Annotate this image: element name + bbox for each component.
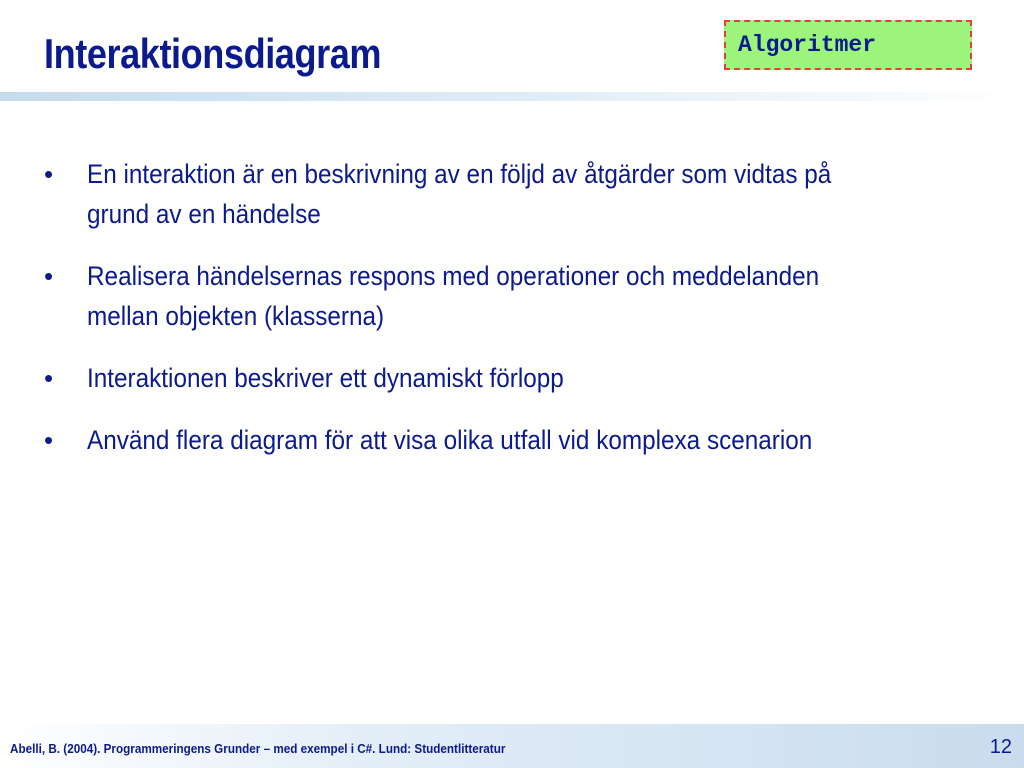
- bullet-text: Realisera händelsernas respons med operationer och meddelanden mellan objekten (klasserna): [87, 261, 820, 331]
- slide-title: Interaktionsdiagram: [44, 30, 382, 77]
- bullet-item: [42, 358, 842, 398]
- title-divider: [0, 92, 1024, 101]
- bullet-icon: •: [44, 363, 54, 393]
- bullet-text: Använd flera diagram för att visa olika utfall vid komplexa scenarion: [87, 425, 813, 455]
- bullet-text: Interaktionen beskriver ett dynamiskt förlopp: [87, 363, 564, 393]
- bullet-item: [42, 154, 842, 234]
- bullet-icon: •: [44, 425, 54, 455]
- topic-tag-label: Algoritmer: [738, 32, 877, 58]
- bullet-text: En interaktion är en beskrivning av en följd av åtgärder som vidtas på grund av en händelse: [87, 159, 832, 229]
- topic-tag: [724, 20, 972, 70]
- footer-citation: Abelli, B. (2004). Programmeringens Grunder – med exempel i C#. Lund: Studentlitteratur: [10, 741, 506, 756]
- bullet-item: [42, 420, 842, 460]
- page-number: 12: [989, 736, 1012, 758]
- bullet-item: [42, 256, 842, 336]
- bullet-list: [42, 154, 842, 482]
- bullet-icon: •: [44, 159, 54, 189]
- bullet-icon: •: [44, 261, 54, 291]
